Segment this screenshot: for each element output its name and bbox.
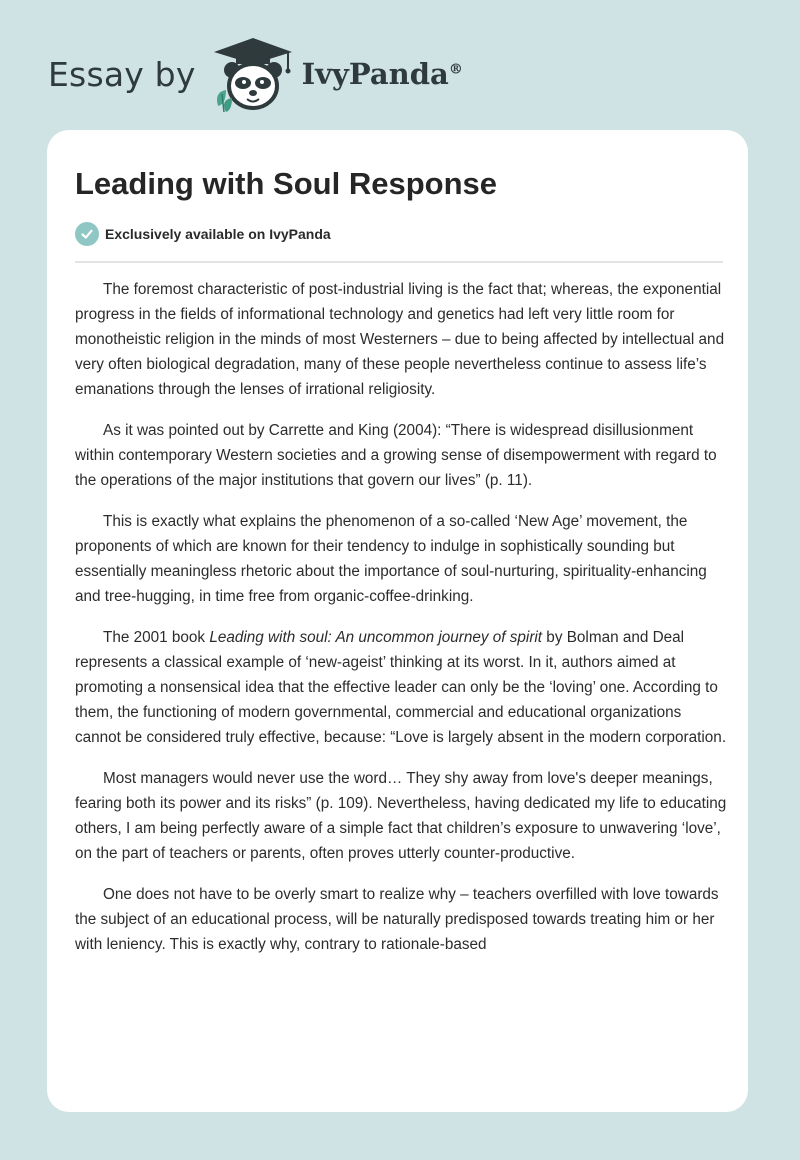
article-card [47,130,748,1112]
check-icon [75,222,99,246]
paragraph-text: The 2001 book [103,629,210,646]
paragraph: As it was pointed out by Carrette and King (2004): “There is widespread disillusionment within contemporary Western societies and a growing sense of disempowerment with regard to the operations of the major institutions that govern our lives” (p. 11). [75,422,717,489]
exclusive-badge [75,222,331,246]
book-title: Leading with soul: An uncommon journey of spirit [209,629,543,646]
brand-name[interactable] [302,57,463,91]
brand-name-text: IvyPanda [301,57,449,91]
paragraph: Most managers would never use the word… They shy away from love's deeper meanings, fearing both its power and its risks” (p. 109). Nevertheless, having dedicated my life to educating others, I am being perfectly aware of a simple fact that children’s exposure to unwavering ‘love’, on the part of teachers or parents, often proves utterly counter-productive. [75,770,727,862]
exclusive-label: Exclusively available on IvyPanda [105,226,331,242]
paragraph: One does not have to be overly smart to realize why – teachers overfilled with love towards the subject of an educational process, will be naturally predisposed towards treating him or her with leniency. This is exactly why, contrary to rationale-based [75,886,719,953]
page-title: Leading with Soul Response [75,166,497,201]
site-header [48,34,463,114]
paragraph: This is exactly what explains the phenomenon of a so-called ‘New Age’ movement, the proponents of which are known for their tendency to indulge in sophistically sounding but essentially meaningless rhetoric about the importance of soul-nurturing, spirituality-enhancing and tree-hugging, in time free from organic-coffee-drinking. [75,513,707,605]
paragraph-text: by Bolman and Deal represents a classical example of ‘new-ageist’ thinking at its worst. In it, authors aimed at promoting a nonsensical idea that the effective leader can only be the ‘loving’ one. According to them, the functioning of modern governmental, commercial and educational organizations cannot be considered truly effective, because: “Love is largely absent in the modern corporation. [75,629,727,746]
article-body [75,277,727,973]
registered-mark: ® [448,61,463,78]
essay-by-label: Essay by [48,54,196,94]
paragraph: The foremost characteristic of post-industrial living is the fact that; whereas, the exponential progress in the fields of informational technology and genetics had left very little room for monotheistic religion in the minds of most Westerners – due to being affected by intellectual and very often biological degradation, many of these people nevertheless continue to assess life’s emanations through the lenses of irrational religiosity. [75,281,725,398]
divider [75,261,723,263]
paragraph [75,625,727,750]
panda-logo-icon[interactable] [210,34,296,114]
